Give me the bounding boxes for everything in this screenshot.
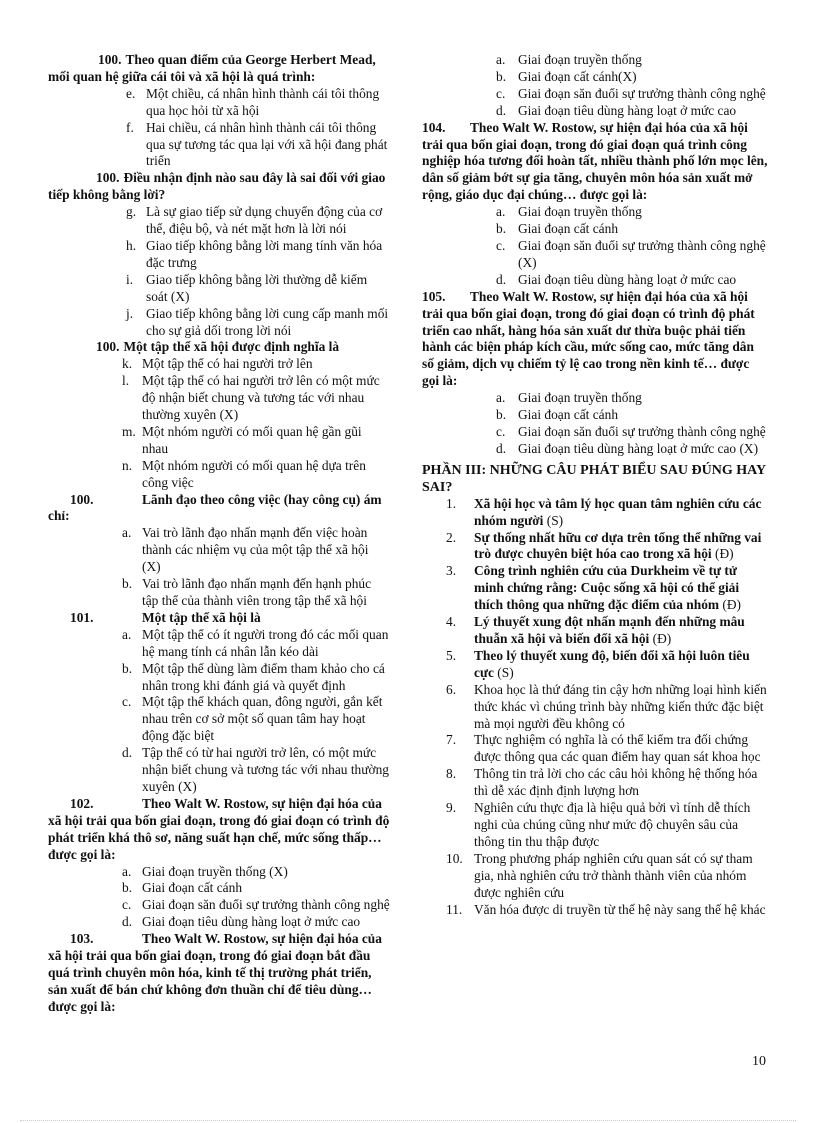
option-item: e. Một chiều, cá nhân hình thành cái tôi thông qua học hỏi từ xã hội: [126, 85, 380, 118]
option-list: [48, 627, 390, 796]
option-item: b. Vai trò lãnh đạo nhấn mạnh đến hạnh phúc tập thể của thành viên trong tập thể xã hội: [122, 576, 372, 608]
option-item: c. Giai đoạn săn đuổi sự trưởng thành công nghệ (X): [496, 237, 766, 270]
question-text: Theo Walt W. Rostow, sự hiện đại hóa của xã hội trải qua bốn giai đoạn, trong đó giai đoạn có trình độ phát triển cao nhất, hàng hóa sản xuất dư thừa buộc phải tiến hành các biện pháp kích cầu, mức sống cao, mức tăng dân số giảm, dịch vụ chiếm tỷ lệ cao trong nền kinh tế… được gọi là:: [422, 288, 755, 389]
question-text: Theo Walt W. Rostow, sự hiện đại hóa của xã hội trải qua bốn giai đoạn, trong đó giai đoạn có trình độ phát triển khá thô sơ, năng suất hạn chế, mức sống thấp… được gọi là:: [48, 795, 390, 862]
option-item: b. Giai đoạn cất cánh: [122, 880, 243, 896]
question-text: Một tập thể xã hội là: [142, 609, 261, 625]
question-text: Theo Walt W. Rostow, sự hiện đại hóa của xã hội trải qua bốn giai đoạn, trong đó giai đoạn bắt đầu quá trình chuyên môn hóa, kinh tế thị trường phát triển, sản xuất để bán chứ không đơn thuần chỉ để tiêu dùng… được gọi là:: [48, 931, 382, 1014]
question-number: 100.: [96, 170, 120, 186]
question-number: 100.: [96, 339, 120, 355]
question-103: [48, 931, 390, 1016]
answer-mark: (Đ): [715, 546, 734, 562]
option-item: h. Giao tiếp không bằng lời mang tính văn hóa đặc trưng: [126, 237, 383, 270]
page-number: 10: [752, 1054, 766, 1069]
answer-mark: (Đ): [722, 597, 741, 613]
option-item: m. Một nhóm người có mối quan hệ gần gũi nhau: [122, 423, 362, 456]
option-item: a. Vai trò lãnh đạo nhấn mạnh đến việc hoàn thành các nhiệm vụ của một tập thể xã hội (X): [122, 525, 369, 575]
option-item: c. Giai đoạn săn đuổi sự trưởng thành công nghệ: [496, 85, 766, 101]
page-bottom-rule: [20, 1120, 796, 1121]
option-item: j. Giao tiếp không bằng lời cung cấp manh mối cho sự giả dối trong lời nói: [126, 305, 389, 338]
statement-item: 11. Văn hóa được di truyền từ thế hệ này sang thế hệ khác: [446, 901, 766, 917]
statement-list: [422, 496, 768, 919]
question-number: 105.: [422, 288, 446, 304]
option-list: [48, 86, 390, 171]
option-list: [422, 52, 768, 120]
statement-item: 6. Khoa học là thứ đáng tin cậy hơn những loại hình kiến thức khác vì chúng trình bày những kiến thức đặc biệt mà mọi người đều không có: [446, 681, 767, 731]
question-number: 101.: [70, 609, 94, 625]
option-item: l. Một tập thể có hai người trở lên có một mức độ nhận biết chung và tương tác với nhau thường xuyên (X): [122, 373, 380, 423]
option-item: a. Giai đoạn truyền thống: [496, 52, 642, 67]
question-mead: [48, 52, 390, 86]
question-number: 100.: [98, 52, 122, 67]
option-item: d. Giai đoạn tiêu dùng hàng loạt ở mức cao: [496, 102, 737, 118]
question-102: [48, 796, 390, 864]
option-list: [48, 204, 390, 339]
option-item: i. Giao tiếp không bằng lời thường dễ kiểm soát (X): [126, 271, 368, 304]
option-item: c. Giai đoạn săn đuổi sự trưởng thành công nghệ: [122, 897, 390, 913]
section-heading: PHẦN III: NHỮNG CÂU PHÁT BIỂU SAU ĐÚNG HAY SAI?: [422, 462, 766, 495]
option-item: b. Giai đoạn cất cánh: [496, 407, 619, 423]
statement-item: 7. Thực nghiệm có nghĩa là có thể kiểm tra đối chứng được thông qua các quan điểm hay quan sát khoa học: [446, 732, 761, 765]
option-item: d. Giai đoạn tiêu dùng hàng loạt ở mức cao: [122, 914, 361, 930]
option-list: [48, 525, 390, 610]
question-text: Một tập thể xã hội được định nghĩa là: [123, 339, 340, 355]
option-item: d. Tập thể có từ hai người trở lên, có một mức nhận biết chung và tương tác với nhau thường xuyên (X): [122, 745, 389, 794]
option-item: d. Giai đoạn tiêu dùng hàng loạt ở mức cao (X): [496, 440, 759, 456]
option-item: a. Giai đoạn truyền thống: [496, 204, 642, 220]
question-number: 103.: [70, 931, 94, 947]
question-text: Lãnh đạo theo công việc (hay công cụ) ám chỉ:: [48, 491, 382, 524]
option-list: [422, 204, 768, 289]
question-number: 102.: [70, 795, 94, 811]
option-item: k. Một tập thể có hai người trở lên: [122, 356, 313, 372]
option-list: [48, 356, 390, 491]
question-text: Theo quan điểm của George Herbert Mead, mối quan hệ giữa cái tôi và xã hội là quá trình:: [48, 52, 376, 84]
statement-item: 3. Công trình nghiên cứu của Durkheim về tự tử minh chứng rằng: Cuộc sống xã hội có thể giải thích thông qua những đặc điểm của nhóm (Đ): [446, 563, 741, 613]
statement-item: 8. Thông tin trả lời cho các câu hỏi không hệ thống hóa thì dễ xác định định lượng hơn: [446, 766, 758, 799]
statement-item: 2. Sự thống nhất hữu cơ dựa trên tổng thể những vai trò được chuyên biệt hóa cao trong xã hội (Đ): [446, 529, 762, 562]
question-text: Theo Walt W. Rostow, sự hiện đại hóa của xã hội trải qua bốn giai đoạn, trong đó giai đoạn quá trình công nghiệp hóa tương đối hoàn tất, nhiều thành phố lớn mọc lên, dân số giảm bớt sự gia tăng, chuyên môn hóa sản xuất mở rộng, giáo dục đại chúng… được gọi là:: [422, 119, 768, 203]
answer-mark: (S): [497, 664, 514, 680]
option-item: c. Giai đoạn săn đuổi sự trưởng thành công nghệ: [496, 423, 766, 439]
option-list: [48, 864, 390, 932]
option-item: a. Giai đoạn truyền thống (X): [122, 863, 288, 879]
question-task-leadership: [48, 492, 390, 526]
option-item: g. Là sự giao tiếp sử dụng chuyển động của cơ thể, điệu bộ, và nét mặt hơn là lời nói: [126, 204, 383, 237]
option-item: a. Giai đoạn truyền thống: [496, 390, 642, 406]
option-item: b. Một tập thể dùng làm điểm tham khảo cho cá nhân trong khi đánh giá và quyết định: [122, 660, 385, 693]
question-text: Điều nhận định nào sau đây là sai đối với giao tiếp không bằng lời?: [48, 170, 386, 203]
right-column: [422, 52, 768, 918]
option-item: c. Một tập thể khách quan, đông người, gắn kết nhau trên cơ sở một số quan tâm hay hoạt động đặc biệt: [122, 694, 383, 744]
option-item: f. Hai chiều, cá nhân hình thành cái tôi thông qua sự tương tác qua lại với xã hội đang phát triển: [126, 119, 388, 169]
option-item: b. Giai đoạn cất cánh: [496, 221, 619, 237]
answer-mark: (S): [546, 512, 564, 528]
option-item: n. Một nhóm người có mối quan hệ dựa trên công việc: [122, 457, 366, 490]
question-101: [48, 610, 390, 627]
answer-mark: (Đ): [652, 631, 672, 646]
question-number: 100.: [70, 491, 94, 507]
left-column: [48, 52, 390, 1016]
statement-item: 5. Theo lý thuyết xung độ, biến đổi xã hội luôn tiêu cực (S): [446, 647, 750, 680]
statement-item: 4. Lý thuyết xung đột nhấn mạnh đến những mâu thuẫn xã hội và biến đổi xã hội (Đ): [446, 614, 745, 646]
question-nonverbal: [48, 170, 390, 204]
statement-item: 10. Trong phương pháp nghiên cứu quan sát có sự tham gia, nhà nghiên cứu trở thành thành viên của nhóm được nghiên cứu: [446, 850, 753, 900]
statement-item: 1. Xã hội học và tâm lý học quan tâm nghiên cứu các nhóm người (S): [446, 495, 762, 528]
option-list: [422, 390, 768, 458]
question-number: 104.: [422, 119, 446, 135]
option-item: a. Một tập thể có ít người trong đó các mối quan hệ mang tính cá nhân lẫn kéo dài: [122, 626, 389, 659]
option-item: d. Giai đoạn tiêu dùng hàng loạt ở mức cao: [496, 271, 737, 287]
statement-item: 9. Nghiên cứu thực địa là hiệu quả bởi vì tính dễ thích nghi của chúng cũng như mức độ chuyên sâu của thông tin thu thập được: [446, 800, 751, 849]
question-social-group-definition: [48, 339, 390, 356]
option-item: b. Giai đoạn cất cánh(X): [496, 68, 637, 84]
question-105: [422, 289, 768, 390]
question-104: [422, 120, 768, 205]
